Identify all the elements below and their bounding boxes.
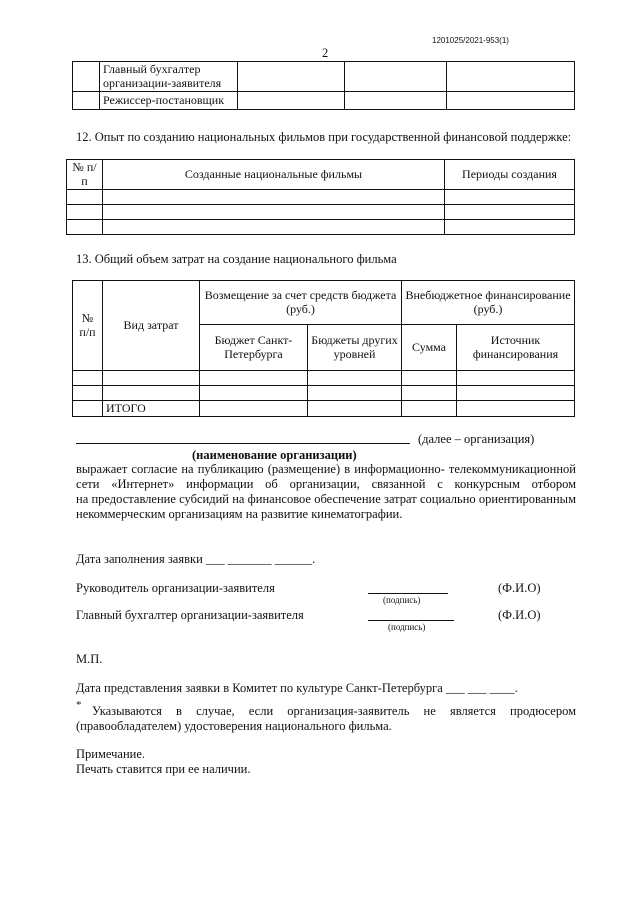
accountant-signature-line	[368, 620, 454, 621]
col-sum-header: Сумма	[402, 325, 457, 371]
section13-heading: 13. Общий объем затрат на создание национального фильма	[76, 252, 397, 266]
stamp-place: М.П.	[76, 652, 103, 666]
col-source-header: Источник финансирования	[457, 325, 575, 371]
budget-group-header: Возмещение за счет средств бюджета (руб.)	[200, 281, 402, 325]
note-text: Печать ставится при ее наличии.	[76, 762, 251, 776]
col-type-header: Вид затрат	[103, 281, 200, 371]
col-num-header: № п/п	[67, 160, 103, 190]
col-periods-header: Периоды создания	[445, 160, 575, 190]
table-header-row	[67, 160, 575, 190]
consent-line-2: сети «Интернет» информации об организации, связанной с конкурсным отбором	[76, 477, 576, 491]
table-row	[73, 371, 575, 386]
head-sign-label: (подпись)	[383, 595, 421, 605]
col-spb-header: Бюджет Санкт-Петербурга	[200, 325, 308, 371]
table-header-row	[73, 281, 575, 325]
role-cell: Главный бухгалтер организации-заявителя	[100, 62, 238, 92]
org-name-label: (наименование организации)	[192, 448, 357, 462]
head-fio: (Ф.И.О)	[498, 581, 541, 595]
extra-group-header: Внебюджетное финансирование (руб.)	[402, 281, 575, 325]
col-other-header: Бюджеты других уровней	[308, 325, 402, 371]
col-films-header: Созданные национальные фильмы	[103, 160, 445, 190]
accountant-sign-label: (подпись)	[388, 622, 426, 632]
consent-line-3: на предоставление субсидий на финансовое обеспечение затрат социально ориентированным	[76, 492, 576, 506]
head-signatory: Руководитель организации-заявителя	[76, 581, 275, 595]
head-signature-line	[368, 593, 448, 594]
fill-date: Дата заполнения заявки ___ _______ ______.	[76, 552, 316, 566]
footnote-line-1: Указываются в случае, если организация-заявитель не является продюсером	[92, 704, 576, 718]
note-title: Примечание.	[76, 747, 146, 761]
col-num-header: № п/п	[73, 281, 103, 371]
costs-table	[72, 280, 575, 417]
org-name-line	[76, 443, 410, 444]
submit-date: Дата представления заявки в Комитет по культуре Санкт-Петербурга ___ ___ ____.	[76, 681, 518, 695]
table-row	[73, 386, 575, 401]
org-suffix: (далее – организация)	[418, 432, 535, 446]
total-row	[73, 401, 575, 417]
staff-table	[72, 61, 575, 110]
table-row	[67, 205, 575, 220]
footnote-mark: *	[76, 699, 82, 711]
footnote-line-2: (правообладателем) удостоверения национального фильма.	[76, 719, 392, 733]
table-row	[67, 220, 575, 235]
consent-line-1: выражает согласие на публикацию (размещение) в информационно- телекоммуникационной	[76, 462, 576, 476]
table-row	[73, 62, 575, 92]
page-number: 2	[322, 46, 329, 60]
accountant-signatory: Главный бухгалтер организации-заявителя	[76, 608, 304, 622]
table-row	[67, 190, 575, 205]
consent-line-4: некоммерческим организациям на развитие кинематографии.	[76, 507, 403, 521]
table-row	[73, 92, 575, 110]
total-label: ИТОГО	[103, 401, 200, 417]
section12-heading: 12. Опыт по созданию национальных фильмов при государственной финансовой поддержке:	[76, 130, 572, 144]
document-id: 1201025/2021-953(1)	[432, 36, 509, 45]
films-table	[66, 159, 575, 235]
role-cell: Режиссер-постановщик	[100, 92, 238, 110]
accountant-fio: (Ф.И.О)	[498, 608, 541, 622]
